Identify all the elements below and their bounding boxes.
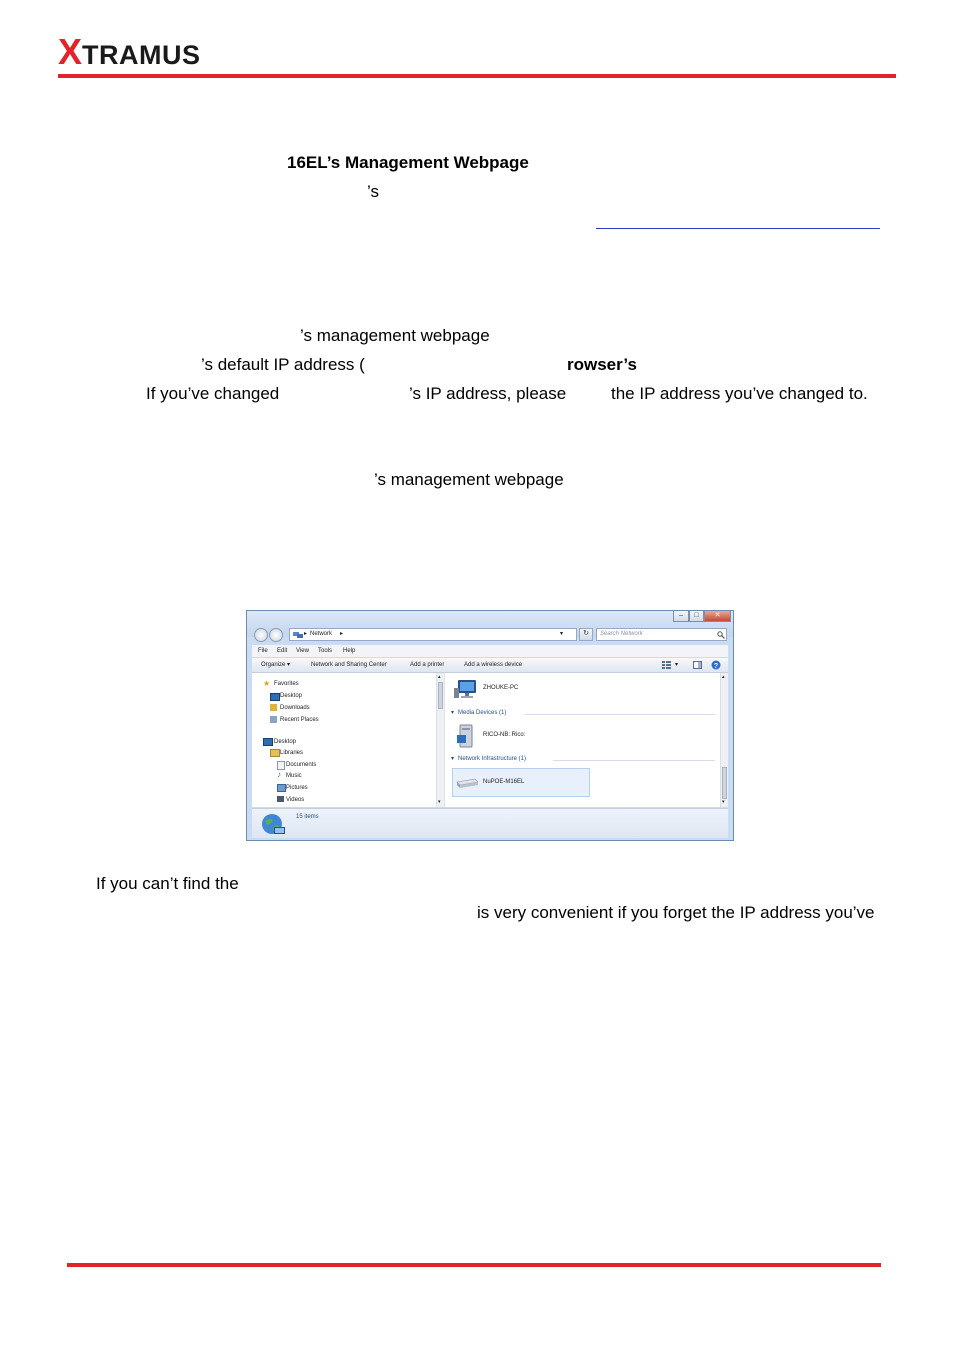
minimize-button[interactable]: – <box>673 611 689 622</box>
menu-file[interactable]: File <box>258 648 268 654</box>
recent-places-icon <box>270 716 277 723</box>
scroll-up-icon[interactable]: ▴ <box>722 674 725 680</box>
nav-scroll-thumb[interactable] <box>438 682 443 709</box>
xtramus-logo <box>58 31 201 72</box>
network-icon <box>293 631 303 639</box>
search-icon <box>717 631 725 639</box>
address-dropdown-icon[interactable]: ▾ <box>560 631 564 637</box>
pictures-icon <box>277 784 286 792</box>
text-fragment: ’s default IP address ( <box>201 355 365 374</box>
nav-libraries[interactable]: Libraries <box>280 750 304 756</box>
star-icon: ★ <box>263 679 271 688</box>
add-printer-button[interactable]: Add a printer <box>410 662 445 668</box>
downloads-icon <box>270 704 277 711</box>
scroll-up-icon[interactable]: ▴ <box>438 674 441 680</box>
nav-music[interactable]: Music <box>286 773 302 779</box>
preview-pane-icon[interactable] <box>693 661 702 669</box>
address-bar[interactable]: ▸ Network ▸ ▾ <box>289 628 577 641</box>
organize-button[interactable]: Organize ▾ <box>261 662 291 668</box>
nav-desktop-fav[interactable]: Desktop <box>280 693 303 699</box>
menu-view[interactable]: View <box>296 648 309 654</box>
item-computer[interactable]: ZHOUKE-PC <box>483 685 519 691</box>
header-rule <box>58 74 896 78</box>
refresh-icon[interactable]: ↻ <box>579 628 593 641</box>
add-wireless-device-button[interactable]: Add a wireless device <box>464 662 523 668</box>
search-input[interactable] <box>596 628 727 641</box>
text-fragment: the IP address you’ve changed to. <box>611 384 868 403</box>
group-network-infrastructure[interactable]: Network Infrastructure (1) <box>458 756 527 762</box>
hyperlink-underline[interactable] <box>596 228 880 229</box>
switch-device-icon <box>455 777 479 789</box>
text-fragment: is very convenient if you forget the IP address you’ve <box>477 903 875 922</box>
footer-rule <box>67 1263 881 1267</box>
network-globe-icon <box>260 812 286 836</box>
text-fragment: If you’ve changed <box>146 384 280 403</box>
back-button[interactable] <box>254 628 268 642</box>
documents-icon <box>277 761 285 770</box>
logo-text: TRAMUS <box>82 40 201 70</box>
music-icon: ♪ <box>277 770 281 779</box>
nav-desktop[interactable]: Desktop <box>274 739 297 745</box>
menu-bar <box>252 645 728 657</box>
desktop-icon <box>270 693 280 701</box>
scroll-down-icon[interactable]: ▾ <box>438 799 441 805</box>
view-dropdown-icon[interactable]: ▾ <box>675 662 679 668</box>
nav-favorites[interactable]: Favorites <box>274 681 299 687</box>
menu-tools[interactable]: Tools <box>318 648 333 654</box>
media-server-icon <box>457 723 477 749</box>
nav-recent-places[interactable]: Recent Places <box>280 717 319 723</box>
forward-button[interactable] <box>269 628 283 642</box>
nav-downloads[interactable]: Downloads <box>280 705 310 711</box>
status-item-count: 15 items <box>296 814 319 820</box>
content-scroll-thumb[interactable] <box>722 767 727 799</box>
text-fragment: If you can’t find the <box>96 874 239 893</box>
nav-documents[interactable]: Documents <box>286 762 317 768</box>
text-fragment: ’s management webpage <box>300 326 490 345</box>
network-sharing-center-button[interactable]: Network and Sharing Center <box>311 662 387 668</box>
scroll-down-icon[interactable]: ▾ <box>722 799 725 805</box>
videos-icon <box>277 796 284 802</box>
content-scrollbar[interactable] <box>720 673 728 807</box>
desktop-icon <box>263 738 273 746</box>
status-bar <box>252 808 728 838</box>
command-bar <box>252 658 728 673</box>
help-icon[interactable] <box>711 660 721 670</box>
group-media-devices[interactable]: Media Devices (1) <box>458 710 507 716</box>
maximize-button[interactable]: □ <box>689 611 704 622</box>
menu-help[interactable]: Help <box>343 648 356 654</box>
nav-videos[interactable]: Videos <box>286 797 305 803</box>
item-network-device[interactable]: NuPOE-M16EL <box>483 779 525 785</box>
menu-edit[interactable]: Edit <box>277 648 288 654</box>
search-placeholder: Search Network <box>600 631 643 637</box>
item-media-device[interactable]: RICO-NB: Rico: <box>483 732 526 738</box>
computer-icon <box>454 679 478 699</box>
section-heading: 16EL’s Management Webpage <box>287 153 529 172</box>
navigation-pane <box>252 673 445 807</box>
text-fragment: ’s IP address, please <box>409 384 567 403</box>
logo-x: X <box>58 31 82 72</box>
close-button[interactable]: ✕ <box>704 611 731 622</box>
content-pane: ZHOUKE-PC ▾ Media Devices (1) RICO-NB: Rico: ▾ Network Infrastructure (1) NuPOE-M16EL <box>445 673 721 807</box>
breadcrumb[interactable]: Network <box>310 631 333 637</box>
view-options-icon[interactable] <box>662 661 671 669</box>
nav-pictures[interactable]: Pictures <box>286 785 308 791</box>
libraries-icon <box>270 749 280 757</box>
text-fragment-bold: rowser’s <box>567 355 637 374</box>
text-fragment: ’s <box>367 182 379 201</box>
nav-scrollbar[interactable] <box>436 673 444 807</box>
svg-text:?: ? <box>713 663 719 670</box>
text-fragment: ’s management webpage <box>374 470 564 489</box>
explorer-window <box>246 610 734 841</box>
